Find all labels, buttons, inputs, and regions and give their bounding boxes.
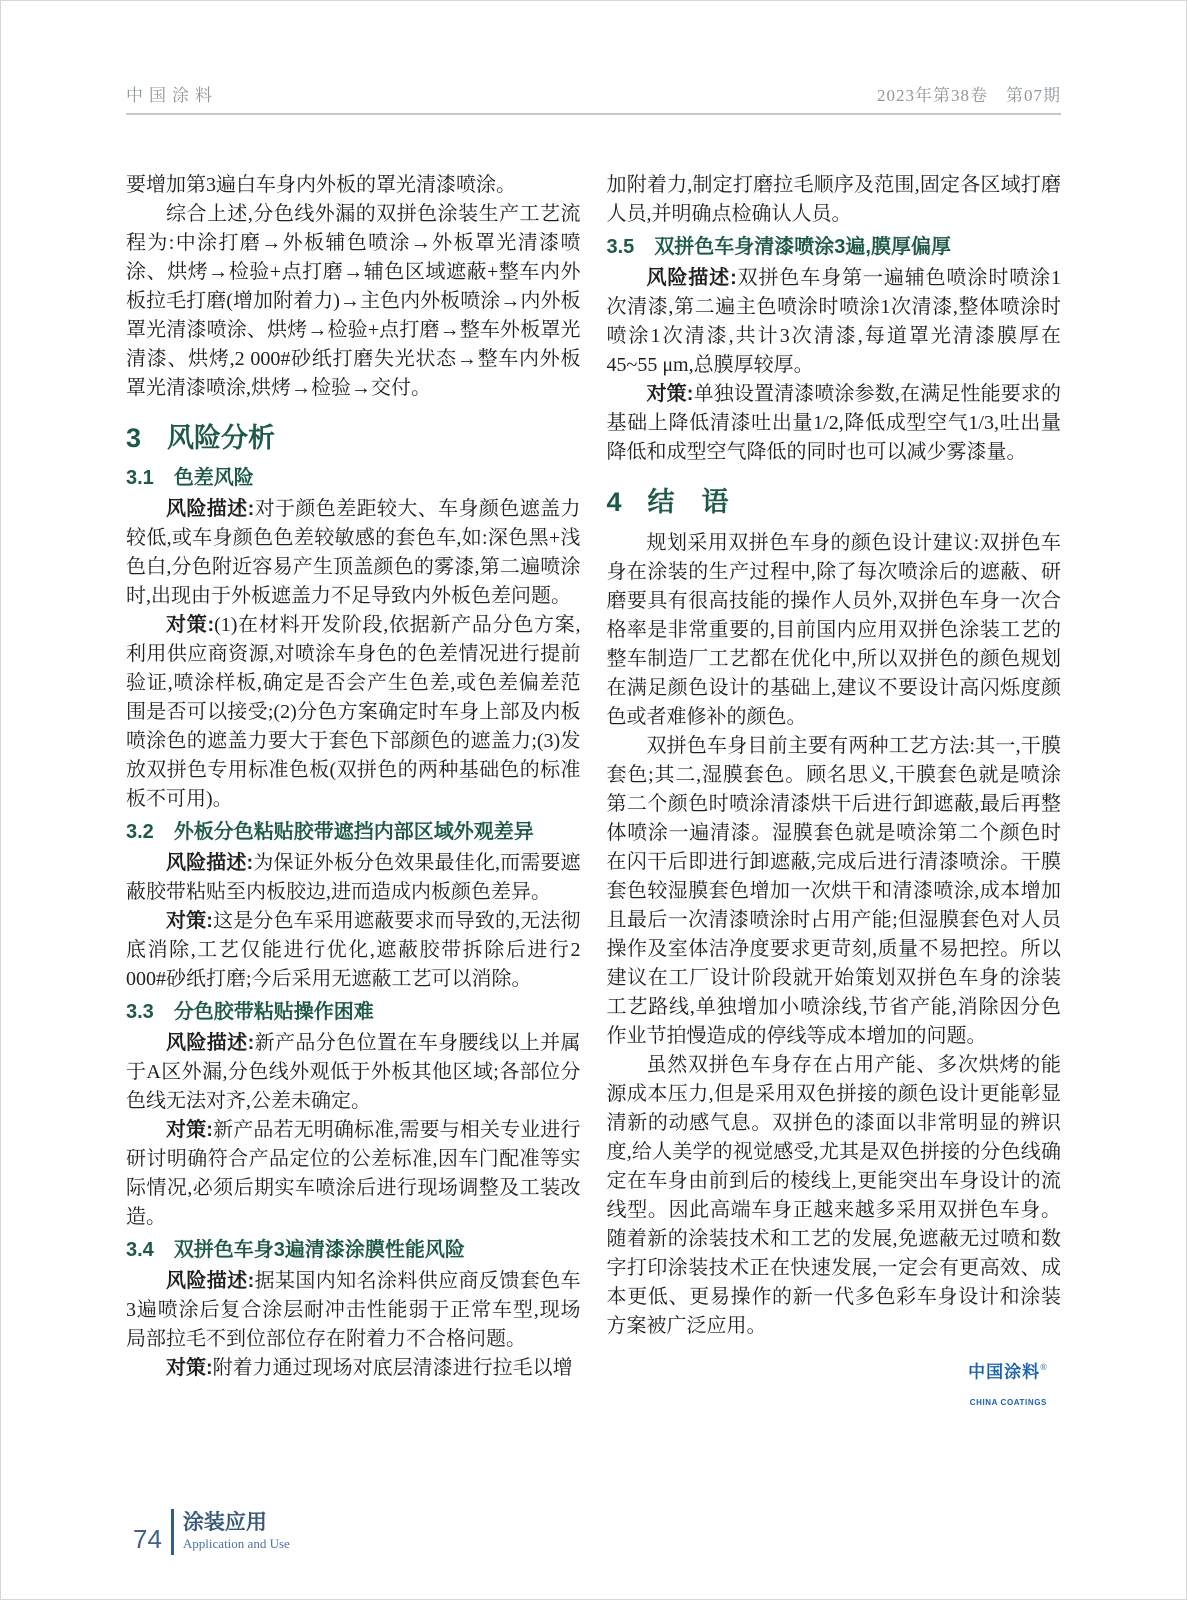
subsection-heading-3-5 <box>607 234 1062 261</box>
subsection-title: 外板分色粘贴胶带遮挡内部区域外观差异 <box>173 821 534 843</box>
counter-label: 对策: <box>166 1357 213 1379</box>
risk-label: 风险描述: <box>166 498 255 520</box>
logo-english-text: CHINA COATINGS <box>969 1397 1047 1407</box>
conclusion-paragraph-3: 虽然双拼色车身存在占用产能、多次烘烤的能源成本压力,但是采用双色拼接的颜色设计更能彰显清新的动感气息。双拼色的漆面以非常明显的辨识度,给人美学的视觉感受,尤其是双色拼接的分色线确定在车身由前到后的棱线上,更能突出车身设计的流线型。因此高端车身正越来越多采用双拼色车身。随着新的涂装技术和工艺的发展,免遮蔽无过喷和数字打印涂装技术正在快速发展,一定会有更高效、成本更低、更易操作的新一代多色彩车身设计和涂装方案被广泛应用。 <box>606 1054 1061 1337</box>
subsection-number: 3.1 <box>126 467 154 489</box>
page-footer <box>133 1509 290 1555</box>
paragraph-continuation: 要增加第3遍白车身内外板的罩光清漆喷涂。 <box>126 174 516 196</box>
counter-label: 对策: <box>166 1119 213 1141</box>
page-header <box>126 1 1061 106</box>
two-column-body <box>126 171 1061 1417</box>
risk-label: 风险描述: <box>166 852 254 874</box>
journal-name: 中国涂料 <box>126 86 218 105</box>
risk-paragraph-3-3: 风险描述:新产品分色位置在车身腰线以上并属于A区外漏,分色线外观低于外板其他区域;各部位分色线无法对齐,公差未确定。 <box>126 1032 581 1112</box>
counter-paragraph-3-4: 对策:附着力通过现场对底层清漆进行拉毛以增 <box>166 1357 573 1379</box>
left-column <box>126 171 581 1417</box>
section-number: 4 <box>606 487 622 517</box>
conclusion-paragraph-2: 双拼色车身目前主要有两种工艺方法:其一,干膜套色;其二,湿膜套色。顾名思义,干膜套色就是喷涂第二个颜色时喷涂清漆烘干后进行卸遮蔽,最后再整体喷涂一遍清漆。湿膜套色就是喷涂第二个颜色时在闪干后即进行卸遮蔽,完成后进行清漆喷涂。干膜套色较湿膜套色增加一次烘干和清漆喷涂,成本增加且最后一次清漆喷涂时占用产能;但湿膜套色对人员操作及室体洁净度要求更苛刻,质量不易把控。所以建议在工厂设计阶段就开始策划双拼色车身的涂装工艺路线,单独增加小喷涂线,节省产能,消除因分色作业节拍慢造成的停线等成本增加的问题。 <box>606 735 1061 1047</box>
counter-label: 对策: <box>166 910 213 932</box>
risk-paragraph-3-1: 风险描述:对于颜色差距较大、车身颜色遮盖力较低,或车身颜色色差较敏感的套色车,如:深色黑+浅色白,分色附近容易产生顶盖颜色的雾漆,第二遍喷涂时,出现由于外板遮盖力不足导致内外板色差问题。 <box>126 498 581 607</box>
issue-info: 2023年第38卷 第07期 <box>877 86 1061 105</box>
conclusion-paragraph-1: 规划采用双拼色车身的颜色设计建议:双拼色车身在涂装的生产过程中,除了每次喷涂后的遮蔽、研磨要具有很高技能的操作人员外,双拼色车身一次合格率是非常重要的,目前国内应用双拼色涂装工艺的整车制造厂工艺都在优化中,所以双拼色的颜色规划在满足颜色设计的基础上,建议不要设计高闪烁度颜色或者难修补的颜色。 <box>606 532 1061 728</box>
risk-paragraph-3-2: 风险描述:为保证外板分色效果最佳化,而需要遮蔽胶带粘贴至内板胶边,进而造成内板颜色差异。 <box>126 852 581 903</box>
risk-paragraph-3-5: 风险描述:双拼色车身第一遍辅色喷涂时喷涂1次清漆,第二遍主色喷涂时喷涂1次清漆,整体喷涂时喷涂1次清漆,共计3次清漆,每道罩光清漆膜厚在45~55 μm,总膜厚较厚。 <box>606 267 1061 376</box>
subsection-heading-3-4 <box>126 1237 581 1264</box>
page-number: 74 <box>133 1524 162 1554</box>
counter-paragraph-3-3: 对策:新产品若无明确标准,需要与相关专业进行研讨明确符合产品定位的公差标准,因车门配准等实际情况,必须后期实车喷涂后进行现场调整及工装改造。 <box>126 1119 581 1228</box>
subsection-number: 3.4 <box>126 1239 154 1261</box>
subsection-heading-3-1 <box>126 465 581 492</box>
section-title: 风险分析 <box>167 423 276 453</box>
section-heading-4 <box>607 485 1062 519</box>
china-coatings-logo <box>607 1353 1062 1417</box>
risk-label: 风险描述: <box>166 1270 255 1292</box>
logo-chinese-text: 中国涂料 <box>968 1362 1041 1382</box>
section-number: 3 <box>126 423 142 453</box>
counter-label: 对策: <box>646 383 694 405</box>
risk-paragraph-3-4: 风险描述:据某国内知名涂料供应商反馈套色车3遍喷涂后复合涂层耐冲击性能弱于正常车型,现场局部拉毛不到位部位存在附着力不合格问题。 <box>126 1270 581 1350</box>
subsection-title: 双拼色车身3遍清漆涂膜性能风险 <box>173 1239 465 1261</box>
subsection-title: 色差风险 <box>173 467 254 489</box>
subsection-title: 分色胶带粘贴操作困难 <box>173 1001 374 1023</box>
subsection-heading-3-2 <box>126 819 581 846</box>
counter-paragraph-3-2: 对策:这是分色车采用遮蔽要求而导致的,无法彻底消除,工艺仅能进行优化,遮蔽胶带拆除后进行2 000#砂纸打磨;今后采用无遮蔽工艺可以消除。 <box>126 910 581 990</box>
footer-section-english: Application and Use <box>182 1536 290 1551</box>
counter-label: 对策: <box>166 614 215 636</box>
footer-section-label <box>183 1511 290 1553</box>
section-title: 结 语 <box>647 487 729 517</box>
footer-divider-bar <box>171 1509 174 1555</box>
header-rule <box>126 113 1061 115</box>
risk-label: 风险描述: <box>166 1032 255 1054</box>
risk-label: 风险描述: <box>646 267 737 289</box>
subsection-title: 双拼色车身清漆喷涂3遍,膜厚偏厚 <box>654 236 951 258</box>
right-column <box>607 171 1062 1417</box>
section-heading-3 <box>126 421 581 455</box>
counter-paragraph-3-1: 对策:(1)在材料开发阶段,依据新产品分色方案,利用供应商资源,对喷涂车身色的色差情况进行提前验证,喷涂样板,确定是否会产生色差,或色差偏差范围是否可以接受;(2)分色方案确定时车身上部及内板喷涂色的遮盖力要大于套色下部颜色的遮盖力;(3)发放双拼色专用标准色板(双拼色的两种基础色的标准板不可用)。 <box>126 614 581 810</box>
registered-mark: ® <box>1040 1362 1047 1372</box>
subsection-heading-3-3 <box>126 999 581 1026</box>
subsection-number: 3.3 <box>126 1001 154 1023</box>
subsection-number: 3.2 <box>126 821 154 843</box>
paragraph-process-summary: 综合上述,分色线外漏的双拼色涂装生产工艺流程为:中涂打磨→外板辅色喷涂→外板罩光清漆喷涂、烘烤→检验+点打磨→辅色区域遮蔽+整车内外板拉毛打磨(增加附着力)→主色内外板喷涂→内外板罩光清漆喷涂、烘烤→检验+点打磨→整车外板罩光清漆、烘烤,2 000#砂纸打磨失光状态→整车内外板罩光清漆喷涂,烘烤→检验→交付。 <box>126 203 581 399</box>
subsection-number: 3.5 <box>606 236 635 258</box>
paragraph-continuation: 加附着力,制定打磨拉毛顺序及范围,固定各区域打磨人员,并明确点检确认人员。 <box>606 174 1061 225</box>
counter-paragraph-3-5: 对策:单独设置清漆喷涂参数,在满足性能要求的基础上降低清漆吐出量1/2,降低成型空气1/3,吐出量降低和成型空气降低的同时也可以减少雾漆量。 <box>606 383 1061 463</box>
footer-section-chinese: 涂装应用 <box>182 1511 267 1534</box>
